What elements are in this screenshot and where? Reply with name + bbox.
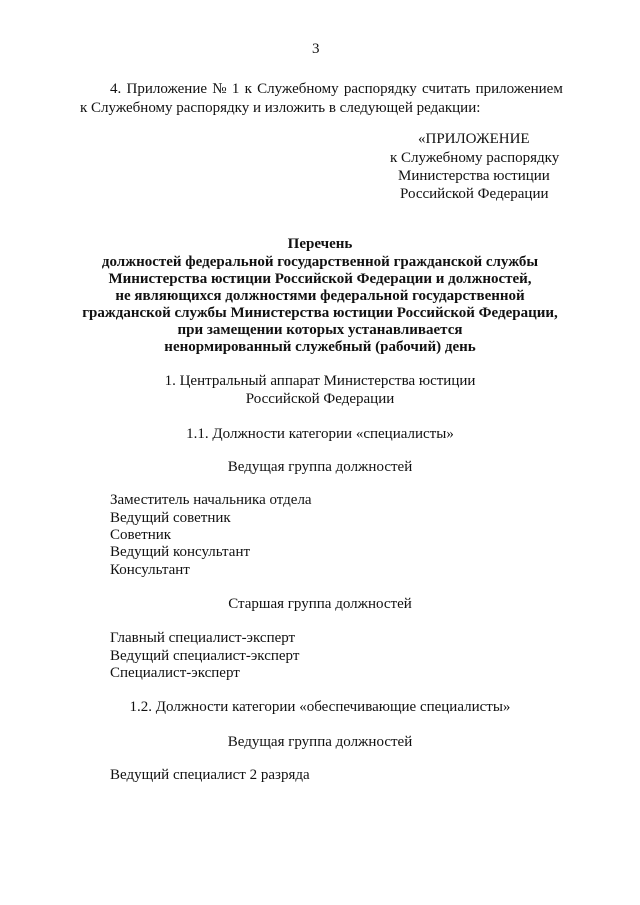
group-leading-title: Ведущая группа должностей [227,734,413,750]
page-number: 3 [312,41,320,57]
position-item: Консультант [110,562,190,578]
position-item: Главный специалист-эксперт [110,630,296,646]
appendix-header-line-3: Министерства юстиции [398,168,550,184]
position-item: Ведущий советник [110,510,231,526]
position-item: Специалист-эксперт [110,665,240,681]
group-senior-title: Старшая группа должностей [228,596,412,612]
group-leading-title: Ведущая группа должностей [227,459,413,475]
appendix-header-title: «ПРИЛОЖЕНИЕ [418,131,530,147]
section-1-title-line-1: 1. Центральный аппарат Министерства юстиции [164,373,476,389]
paragraph-4-line-2: к Служебному распорядку и изложить в следующей редакции: [80,100,481,116]
position-item: Заместитель начальника отдела [110,492,312,508]
list-title-line: не являющихся должностями федеральной государственной [115,288,525,304]
list-title-line: должностей федеральной государственной гражданской службы [101,254,539,270]
appendix-header-line-2: к Служебному распорядку [390,150,560,166]
list-title-line: ненормированный служебный (рабочий) день [164,339,476,355]
list-title-line: гражданской службы Министерства юстиции Российской Федерации, [82,305,558,321]
list-title-heading: Перечень [287,236,353,252]
paragraph-4-line-1: 4. Приложение № 1 к Служебному распорядку считать приложением [110,81,563,97]
subsection-1-2-title: 1.2. Должности категории «обеспечивающие специалисты» [129,699,511,715]
position-item: Ведущий специалист-эксперт [110,648,300,664]
position-item: Ведущий специалист 2 разряда [110,767,310,783]
position-item: Советник [110,527,172,543]
section-1-title-line-2: Российской Федерации [245,391,395,407]
list-title-line: Министерства юстиции Российской Федерации и должностей, [108,271,532,287]
position-item: Ведущий консультант [110,544,251,560]
appendix-header-line-4: Российской Федерации [400,186,549,202]
list-title-line: при замещении которых устанавливается [177,322,463,338]
subsection-1-1-title: 1.1. Должности категории «специалисты» [186,426,454,442]
